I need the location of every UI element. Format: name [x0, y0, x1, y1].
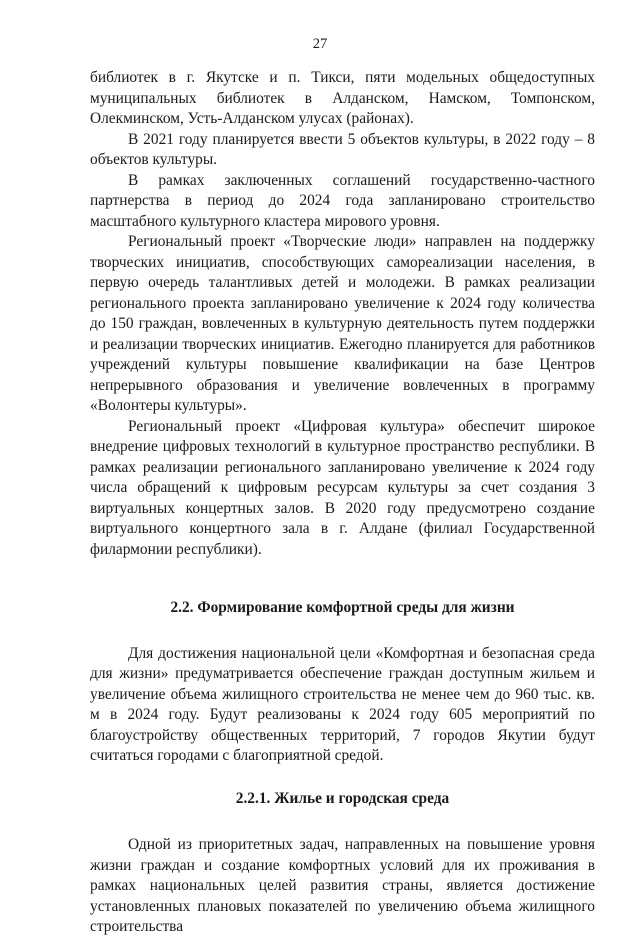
section-heading: 2.2. Формирование комфортной среды для жизни — [170, 599, 515, 616]
paragraph-partnership: В рамках заключенных соглашений государственно-частного партнерства в период до 2024 года запланировано строительство масштабного культурного кластера мирового уровня. — [90, 171, 595, 230]
paragraph-digital-culture: Региональный проект «Цифровая культура» обеспечит широкое внедрение цифровых технологий в культурное пространство республики. В рамках реализации регионального запланировано увеличение к 2024 году числа обращений к цифровым ресурсам культуры за счет создания 3 виртуальных концертных залов. В 2020 году предусмотрено создание виртуального концертного зала в г. Алдане (филиал Государственной филармонии республики). — [90, 417, 595, 558]
page-number: 27 — [312, 36, 328, 52]
page-content — [90, 68, 595, 938]
paragraph-comfortable-environment: Для достижения национальной цели «Комфортная и безопасная среда для жизни» предуматривается обеспечение граждан доступным жильем и увеличение объема жилищного строительства не менее чем до 960 тыс. кв. м в 2024 году. Будут реализованы к 2024 году 605 мероприятий по благоустройству общественных территорий, 7 городов Якутии будут считаться городами с благоприятной средой. — [90, 644, 595, 764]
paragraph-libraries: библиотек в г. Якутске и п. Тикси, пяти модельных общедоступных муниципальных библиотек в Алданском, Намском, Томпонском, Олекминском, Усть-Алданском улусах (районах). — [90, 69, 595, 127]
paragraph-creative-people: Региональный проект «Творческие люди» направлен на поддержку творческих инициатив, способствующих самореализации населения, в первую очередь талантливых детей и молодежи. В рамках реализации регионального проекта запланировано увеличение к 2024 году количества до 150 граждан, вовлеченных в культурную деятельность путем поддержки и реализации творческих инициатив. Ежегодно планируется для работников учреждений культуры повышение квалификации на базе Центров непрерывного образования и увеличение вовлеченных в программу «Волонтеры культуры». — [90, 233, 595, 414]
paragraph-housing: Одной из приоритетных задач, направленных на повышение уровня жизни граждан и создание комфортных условий для их проживания в рамках национальных целей развития страны, является достижение установленных плановых показателей по увеличению объема жилищного строительства — [90, 836, 595, 935]
subsection-heading: 2.2.1. Жилье и городская среда — [235, 789, 450, 807]
paragraph-culture-objects: В 2021 году планируется ввести 5 объектов культуры, в 2022 году – 8 объектов культуры. — [90, 130, 595, 168]
